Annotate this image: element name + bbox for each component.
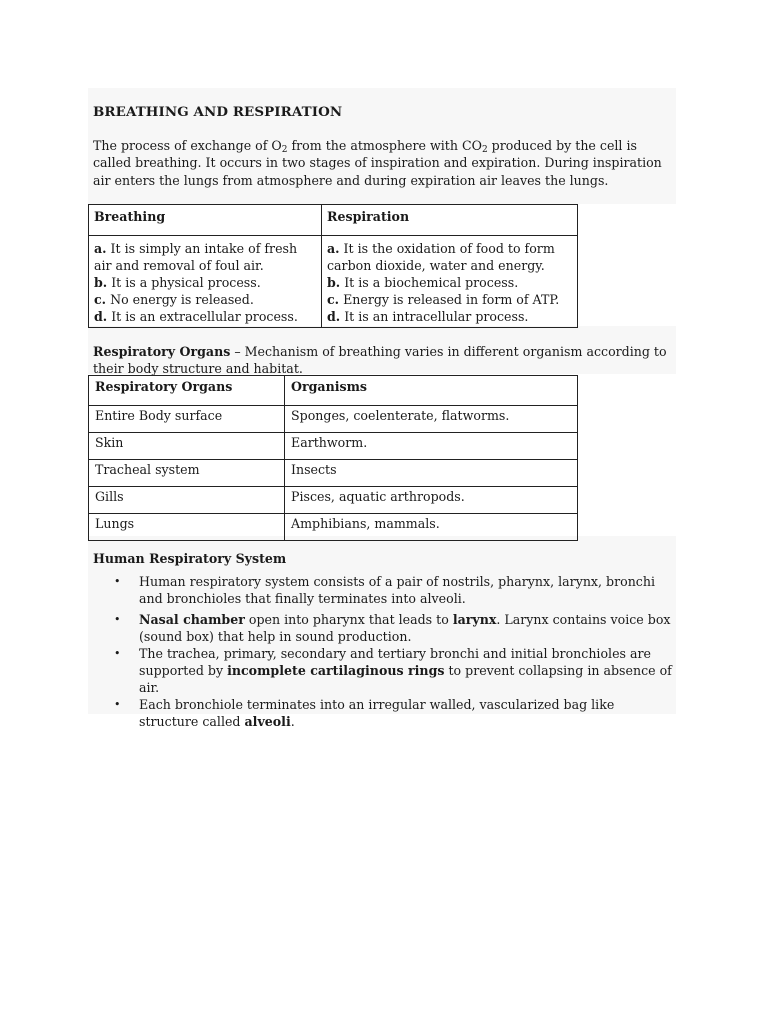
table-row — [89, 514, 578, 541]
bullet-icon: • — [114, 647, 121, 660]
list-item: c. Energy is released in form of ATP. — [327, 292, 560, 307]
human-respiratory-system-heading: Human Respiratory System — [93, 551, 287, 566]
table-row — [89, 236, 578, 328]
table-row — [89, 487, 578, 514]
bullet-icon: • — [114, 698, 121, 711]
list-item: • Each bronchiole terminates into an irregular walled, vascularized bag like structure called alveoli. — [114, 697, 615, 729]
list-item: d. It is an intracellular process. — [327, 309, 529, 324]
organism-cell: Pisces, aquatic arthropods. — [285, 487, 578, 514]
organ-cell: Gills — [89, 487, 285, 514]
organism-cell: Sponges, coelenterate, flatworms. — [285, 406, 578, 433]
bullet-icon: • — [114, 613, 121, 626]
table-row — [89, 406, 578, 433]
list-item: • The trachea, primary, secondary and tertiary bronchi and initial bronchioles are supported by incomplete cartilaginous rings to prevent collapsing in absence of air. — [114, 646, 672, 695]
human-respiratory-system-list — [93, 573, 673, 730]
intro-paragraph: The process of exchange of $O_2$ from the atmosphere with $CO_2$ produced by the cell is called breathing. It occurs in two stages of inspiration and expiration. During inspiration air enters the lungs from atmosphere and during expiration air leaves the lungs. — [93, 138, 662, 188]
header-respiration: Respiration — [322, 205, 578, 236]
list-item: c. No energy is released. — [94, 292, 254, 307]
respiratory-organs-paragraph: Respiratory Organs – Mechanism of breathing varies in different organism according to their body structure and habitat. — [93, 344, 667, 376]
header-breathing: Breathing — [89, 205, 322, 236]
organism-cell: Amphibians, mammals. — [285, 514, 578, 541]
breathing-respiration-table — [88, 204, 578, 328]
respiration-cell — [322, 236, 578, 328]
header-organisms: Organisms — [285, 376, 578, 406]
organ-cell: Lungs — [89, 514, 285, 541]
list-item: • Human respiratory system consists of a pair of nostrils, pharynx, larynx, bronchi and bronchioles that finally terminates into alveoli. — [114, 574, 655, 606]
header-respiratory-organs: Respiratory Organs — [89, 376, 285, 406]
list-item: • Nasal chamber open into pharynx that leads to larynx. Larynx contains voice box (sound box) that help in sound production. — [114, 612, 671, 644]
organism-cell: Insects — [285, 460, 578, 487]
bullet-icon: • — [114, 575, 121, 588]
respiratory-organs-table — [88, 375, 578, 541]
organ-cell: Tracheal system — [89, 460, 285, 487]
page-title: BREATHING AND RESPIRATION — [93, 104, 343, 120]
list-item: b. It is a biochemical process. — [327, 275, 519, 290]
list-item: d. It is an extracellular process. — [94, 309, 298, 324]
table-header-row — [89, 376, 578, 406]
organ-cell: Skin — [89, 433, 285, 460]
table-row — [89, 433, 578, 460]
breathing-cell — [89, 236, 322, 328]
organism-cell: Earthworm. — [285, 433, 578, 460]
table-header-row — [89, 205, 578, 236]
list-item: b. It is a physical process. — [94, 275, 261, 290]
table-row — [89, 460, 578, 487]
list-item: a. It is simply an intake of fresh air and removal of foul air. — [94, 241, 298, 273]
organ-cell: Entire Body surface — [89, 406, 285, 433]
list-item: a. It is the oxidation of food to form carbon dioxide, water and energy. — [327, 241, 555, 273]
